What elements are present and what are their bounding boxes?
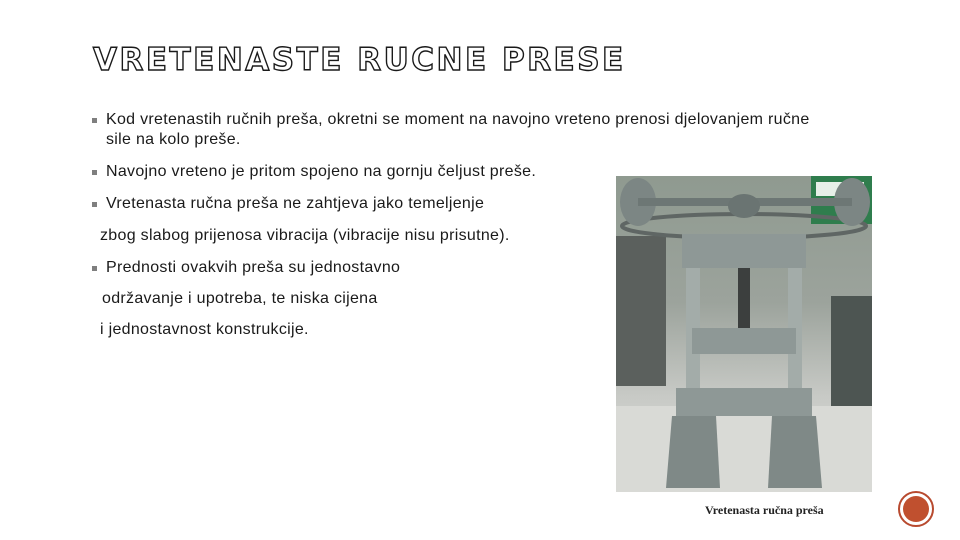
image-caption: Vretenasta ručna preša: [705, 503, 824, 517]
background-machine: [831, 296, 872, 406]
press-crown: [682, 234, 806, 268]
bullet-item: [92, 194, 484, 214]
bullet-item: [92, 110, 810, 150]
bullet-item: [92, 162, 536, 182]
press-leg-right: [768, 416, 822, 488]
press-leg-left: [666, 416, 720, 488]
bullet-square-icon: [92, 266, 97, 271]
slide-title: VRETENASTE RUCNE PRESE: [93, 42, 626, 78]
background-rack: [616, 236, 666, 386]
press-table: [676, 388, 812, 416]
press-photo: [616, 176, 872, 492]
press-ram: [692, 328, 796, 354]
press-spindle: [738, 268, 750, 328]
bullet-square-icon: [92, 202, 97, 207]
bullet-text: Navojno vreteno je pritom spojeno na gornju čeljust preše.: [106, 163, 537, 180]
bullet-text: zbog slabog prijenosa vibracija (vibracije nisu prisutne).: [100, 227, 510, 244]
corner-logo-icon: [903, 496, 929, 522]
bullet-square-icon: [92, 170, 97, 175]
wheel-hub: [728, 194, 760, 218]
bullet-text: Kod vretenastih ručnih preša, okretni se moment na navojno vreteno prenosi djelovanjem ručne: [106, 111, 810, 128]
floor: [616, 406, 872, 492]
bullet-text: održavanje i upotreba, te niska cijena: [102, 290, 378, 307]
bullet-text: Prednosti ovakvih preša su jednostavno: [106, 259, 401, 276]
press-illustration: [616, 176, 872, 492]
bullet-text: sile na kolo preše.: [106, 131, 241, 148]
bullet-text: Vretenasta ručna preša ne zahtjeva jako temeljenje: [106, 195, 485, 212]
corner-logo-badge: [898, 491, 934, 527]
bullet-square-icon: [92, 118, 97, 123]
bullet-item: [92, 258, 400, 278]
bullet-text: i jednostavnost konstrukcije.: [100, 321, 309, 338]
